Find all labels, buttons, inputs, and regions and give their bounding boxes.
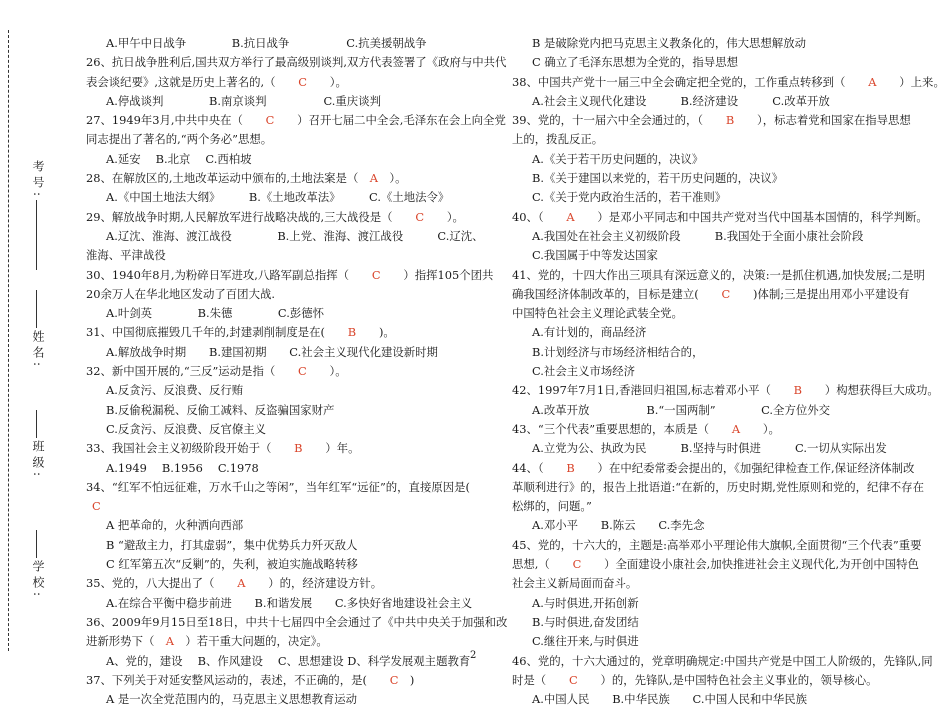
question-line: 同志提出了著名的,“两个务必”思想。 <box>86 132 273 147</box>
question-line: A.解放战争时期 B.建国初期 C.社会主义现代化建设新时期 <box>106 344 438 359</box>
question-line: 26、抗日战争胜利后,国共双方举行了最高级别谈判,双方代表签署了《政府与中共代 <box>86 55 507 70</box>
exam-number-label: 考号: <box>31 160 45 201</box>
question-line: 45、党的，十六大的，主题是:高举邓小平理论伟大旗帜,全面贯彻“三个代表”重要 <box>512 537 922 552</box>
question-line: B “避敌主力，打其虚弱”，集中优势兵力歼灭敌人 <box>106 537 358 552</box>
question-line: A.辽沈、淮海、渡江战役 B.上党、淮海、渡江战役 C.辽沈、 <box>106 228 484 243</box>
binding-margin <box>0 0 75 671</box>
question-line: 42、1997年7月1日,香港回归祖国,标志着邓小平（ B ）构想获得巨大成功。 <box>512 383 939 398</box>
question-line: B.与时俱进,奋发团结 <box>532 614 639 629</box>
question-line: A.反贪污、反浪费、反行贿 <box>106 383 244 398</box>
school-field <box>12 530 52 640</box>
school-line <box>36 530 37 558</box>
question-line: A.社会主义现代化建设 B.经济建设 C.改革开放 <box>532 93 830 108</box>
question-line: 35、党的，八大提出了（ A ）的，经济建设方针。 <box>86 576 383 591</box>
question-line: 中国特色社会主义理论武装全党。 <box>512 306 683 321</box>
question-line: 淮海、平津战役 <box>86 248 166 263</box>
question-line: A.《关于若干历史问题的，决议》 <box>532 151 704 166</box>
question-line: 40、（ A ）是邓小平同志和中国共产党对当代中国基本国情的，科学判断。 <box>512 209 928 224</box>
question-line: A.延安 B.北京 C.西柏坡 <box>106 151 252 166</box>
question-line: 46、党的，十六大通过的，党章明确规定:中国共产党是中国工人阶级的，先锋队,同 <box>512 653 933 668</box>
school-label: 学校: <box>31 560 45 601</box>
question-line: C.反贪污、反浪费、反官僚主义 <box>106 421 267 436</box>
class-label: 班级: <box>31 440 45 481</box>
question-line: A.改革开放 B.“一国两制” C.全方位外交 <box>532 402 831 417</box>
question-line: A.1949 B.1956 C.1978 <box>106 460 259 475</box>
question-line: 29、解放战争时期,人民解放军进行战略决战的,三大战役是（ C ）。 <box>86 209 464 224</box>
question-line: 36、2009年9月15日至18日，中共十七届四中全会通过了《中共中央关于加强和改 <box>86 614 508 629</box>
question-line: 31、中国彻底摧毁几千年的,封建剥削制度是在( B )。 <box>86 325 395 340</box>
question-line: 思想,（ C ）全面建设小康社会,加快推进社会主义现代化,为开创中国特色 <box>512 557 919 572</box>
question-line: A.有计划的，商品经济 <box>532 325 647 340</box>
question-line: A.立党为公、执政为民 B.坚持与时俱进 C.一切从实际出发 <box>532 441 887 456</box>
question-line: 进新形势下（ A ）若干重大问题的，决定》。 <box>86 634 328 649</box>
question-line: 30、1940年8月,为粉碎日军进攻,八路军副总指挥（ C ）指挥105个团共 <box>86 267 494 282</box>
name-label: 姓名: <box>31 330 45 371</box>
question-line: C 确立了毛泽东思想为全党的，指导思想 <box>532 55 738 70</box>
question-line: C.我国属于中等发达国家 <box>532 248 658 263</box>
question-line: A 把革命的，火种洒向西部 <box>106 518 244 533</box>
question-line: 37、下列关于对延安整风运动的，表述，不正确的，是( C ) <box>86 672 415 687</box>
name-line <box>36 290 37 328</box>
class-line <box>36 410 37 438</box>
left-column <box>86 34 508 709</box>
question-line: C.继往开来,与时俱进 <box>532 634 639 649</box>
question-line: A.邓小平 B.陈云 C.李先念 <box>532 518 705 533</box>
right-column <box>512 34 945 709</box>
question-line: A.叶剑英 B.朱德 C.彭德怀 <box>106 306 325 321</box>
question-line: C.社会主义市场经济 <box>532 364 636 379</box>
question-line: B.反偷税漏税、反偷工减料、反盗骗国家财产 <box>106 402 335 417</box>
question-line: 表会谈纪要》,这就是历史上著名的,（ C ）。 <box>86 74 347 89</box>
cut-line <box>8 30 9 651</box>
question-line: A 是一次全党范围内的，马克思主义思想教育运动 <box>106 692 358 707</box>
question-line: 41、党的，十四大作出三项具有深远意义的，决策:一是抓住机遇,加快发展;二是明 <box>512 267 926 282</box>
question-line: 20余万人在华北地区发动了百团大战. <box>86 286 275 301</box>
question-line: 上的，拨乱反正。 <box>512 132 604 147</box>
question-line: 28、在解放区的,土地改革运动中颁布的,土地法案是（ A ）。 <box>86 171 407 186</box>
question-line: 社会主义新局面而奋斗。 <box>512 576 638 591</box>
question-line: A.甲午中日战争 B.抗日战争 C.抗美援朝战争 <box>106 36 427 50</box>
question-line: A.中国人民 B.中华民族 C.中国人民和中华民族 <box>532 692 807 707</box>
question-line: 确我国经济体制改革的，目标是建立( C )体制;三是提出用邓小平建设有 <box>512 286 910 301</box>
question-line: A.我国处在社会主义初级阶段 B.我国处于全面小康社会阶段 <box>532 228 864 243</box>
question-line: 43、“三个代表”重要思想的，本质是（ A ）。 <box>512 421 780 436</box>
name-field <box>12 290 52 400</box>
question-line: C <box>92 499 101 514</box>
question-line: 松绑的，问题。” <box>512 499 592 514</box>
question-line: 39、党的，十一届六中全会通过的，（ B ），标志着党和国家在指导思想 <box>512 113 911 128</box>
exam-number-field <box>12 160 52 270</box>
question-line: B.计划经济与市场经济相结合的， <box>532 344 704 359</box>
class-field <box>12 410 52 520</box>
question-line: 32、新中国开展的,“三反”运动是指（ C ）。 <box>86 364 347 379</box>
question-line: 44、（ B ）在中纪委常委会提出的，《加强纪律检查工作,保证经济体制改 <box>512 460 915 475</box>
question-line: A.《中国土地法大纲》 B.《土地改革法》 C.《土地法令》 <box>106 190 450 205</box>
question-line: 34、“红军不怕远征难，万水千山之等闲”，当年红军“远征”的，直接原因是( <box>86 479 470 494</box>
question-line: 时是（ C ）的，先锋队,是中国特色社会主义事业的，领导核心。 <box>512 672 878 687</box>
question-line: B 是破除党内把马克思主义教条化的，伟大思想解放动 <box>532 36 806 50</box>
exam-number-line <box>36 200 37 270</box>
question-line: C 红军第五次“反剿”的，失利，被迫实施战略转移 <box>106 557 358 572</box>
question-line: A.与时俱进,开拓创新 <box>532 595 639 610</box>
question-line: 33、我国社会主义初级阶段开始于（ B ）年。 <box>86 441 360 456</box>
question-line: 27、1949年3月,中共中央在（ C ）召开七届二中全会,毛泽东在会上向全党 <box>86 113 506 128</box>
question-line: A.在综合平衡中稳步前进 B.和谐发展 C.多快好省地建设社会主义 <box>106 595 473 610</box>
question-line: C.《关于党内政治生活的，若干准则》 <box>532 190 727 205</box>
question-line: 38、中国共产党十一届三中全会确定把全党的，工作重点转移到（ A ）上来。 <box>512 74 945 89</box>
page-number: 2 <box>470 650 477 661</box>
question-line: A.停战谈判 B.南京谈判 C.重庆谈判 <box>106 93 381 108</box>
question-line: 革顺利进行》的，报告上批语道:“在新的，历史时期,党性原则和党的，纪律不存在 <box>512 479 924 494</box>
question-line: A、党的，建设 B、作风建设 C、思想建设 D、科学发展观主题教育 <box>106 653 471 668</box>
question-line: B.《关于建国以来党的，若干历史问题的，决议》 <box>532 171 784 186</box>
